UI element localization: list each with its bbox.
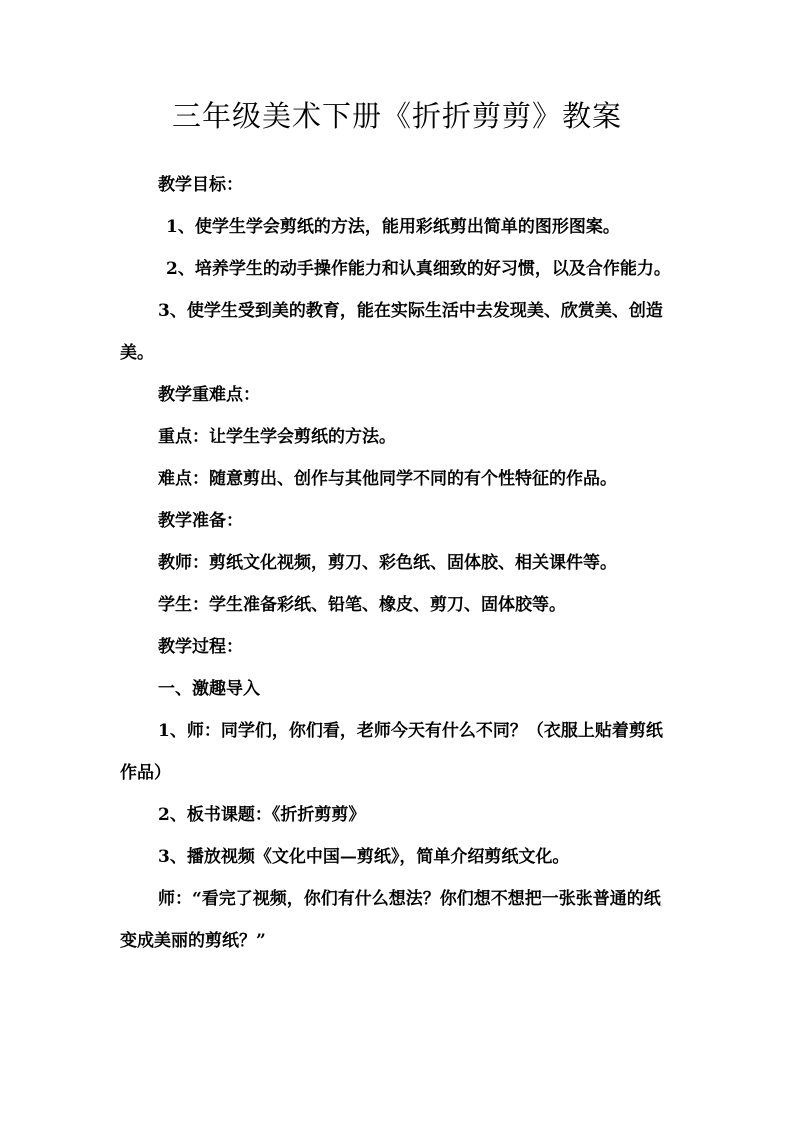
paragraph-teacher-question: 师：“看完了视频，你们有什么想法？你们想不想把一张张普通的纸变成美丽的剪纸？” [120, 889, 661, 951]
paragraph-key-point: 重点：让学生学会剪纸的方法。 [158, 427, 396, 447]
paragraph-teacher-preparation: 教师：剪纸文化视频，剪刀、彩色纸、固体胶、相关课件等。 [158, 553, 617, 573]
paragraph-step-1: 1、师：同学们，你们看，老师今天有什么不同？（衣服上贴着剪纸作品） [120, 721, 663, 783]
paragraph-step-3: 3、播放视频《文化中国—剪纸》，简单介绍剪纸文化。 [158, 847, 570, 867]
paragraph-goal-3: 3、使学生受到美的教育，能在实际生活中去发现美、欣赏美、创造美。 [120, 301, 663, 363]
paragraph-key-points-heading: 教学重难点： [158, 385, 260, 405]
paragraph-process-heading: 教学过程： [158, 637, 243, 657]
paragraph-section-1-heading: 一、激趣导入 [158, 679, 260, 699]
paragraph-goal-2: 2、培养学生的动手操作能力和认真细致的好习惯，以及合作能力。 [166, 259, 671, 279]
paragraph-difficult-point: 难点：随意剪出、创作与其他同学不同的有个性特征的作品。 [158, 469, 617, 489]
paragraph-student-preparation: 学生：学生准备彩纸、铅笔、橡皮、剪刀、固体胶等。 [158, 595, 566, 615]
paragraph-preparation-heading: 教学准备： [158, 511, 243, 531]
paragraph-step-2: 2、板书课题：《折折剪剪》 [158, 805, 366, 825]
document-body [120, 164, 676, 962]
paragraph-goal-1: 1、使学生学会剪纸的方法，能用彩纸剪出简单的图形图案。 [166, 217, 620, 237]
paragraph-teaching-goals-heading: 教学目标： [158, 175, 243, 195]
document-title: 三年级美术下册《折折剪剪》教案 [171, 99, 622, 133]
